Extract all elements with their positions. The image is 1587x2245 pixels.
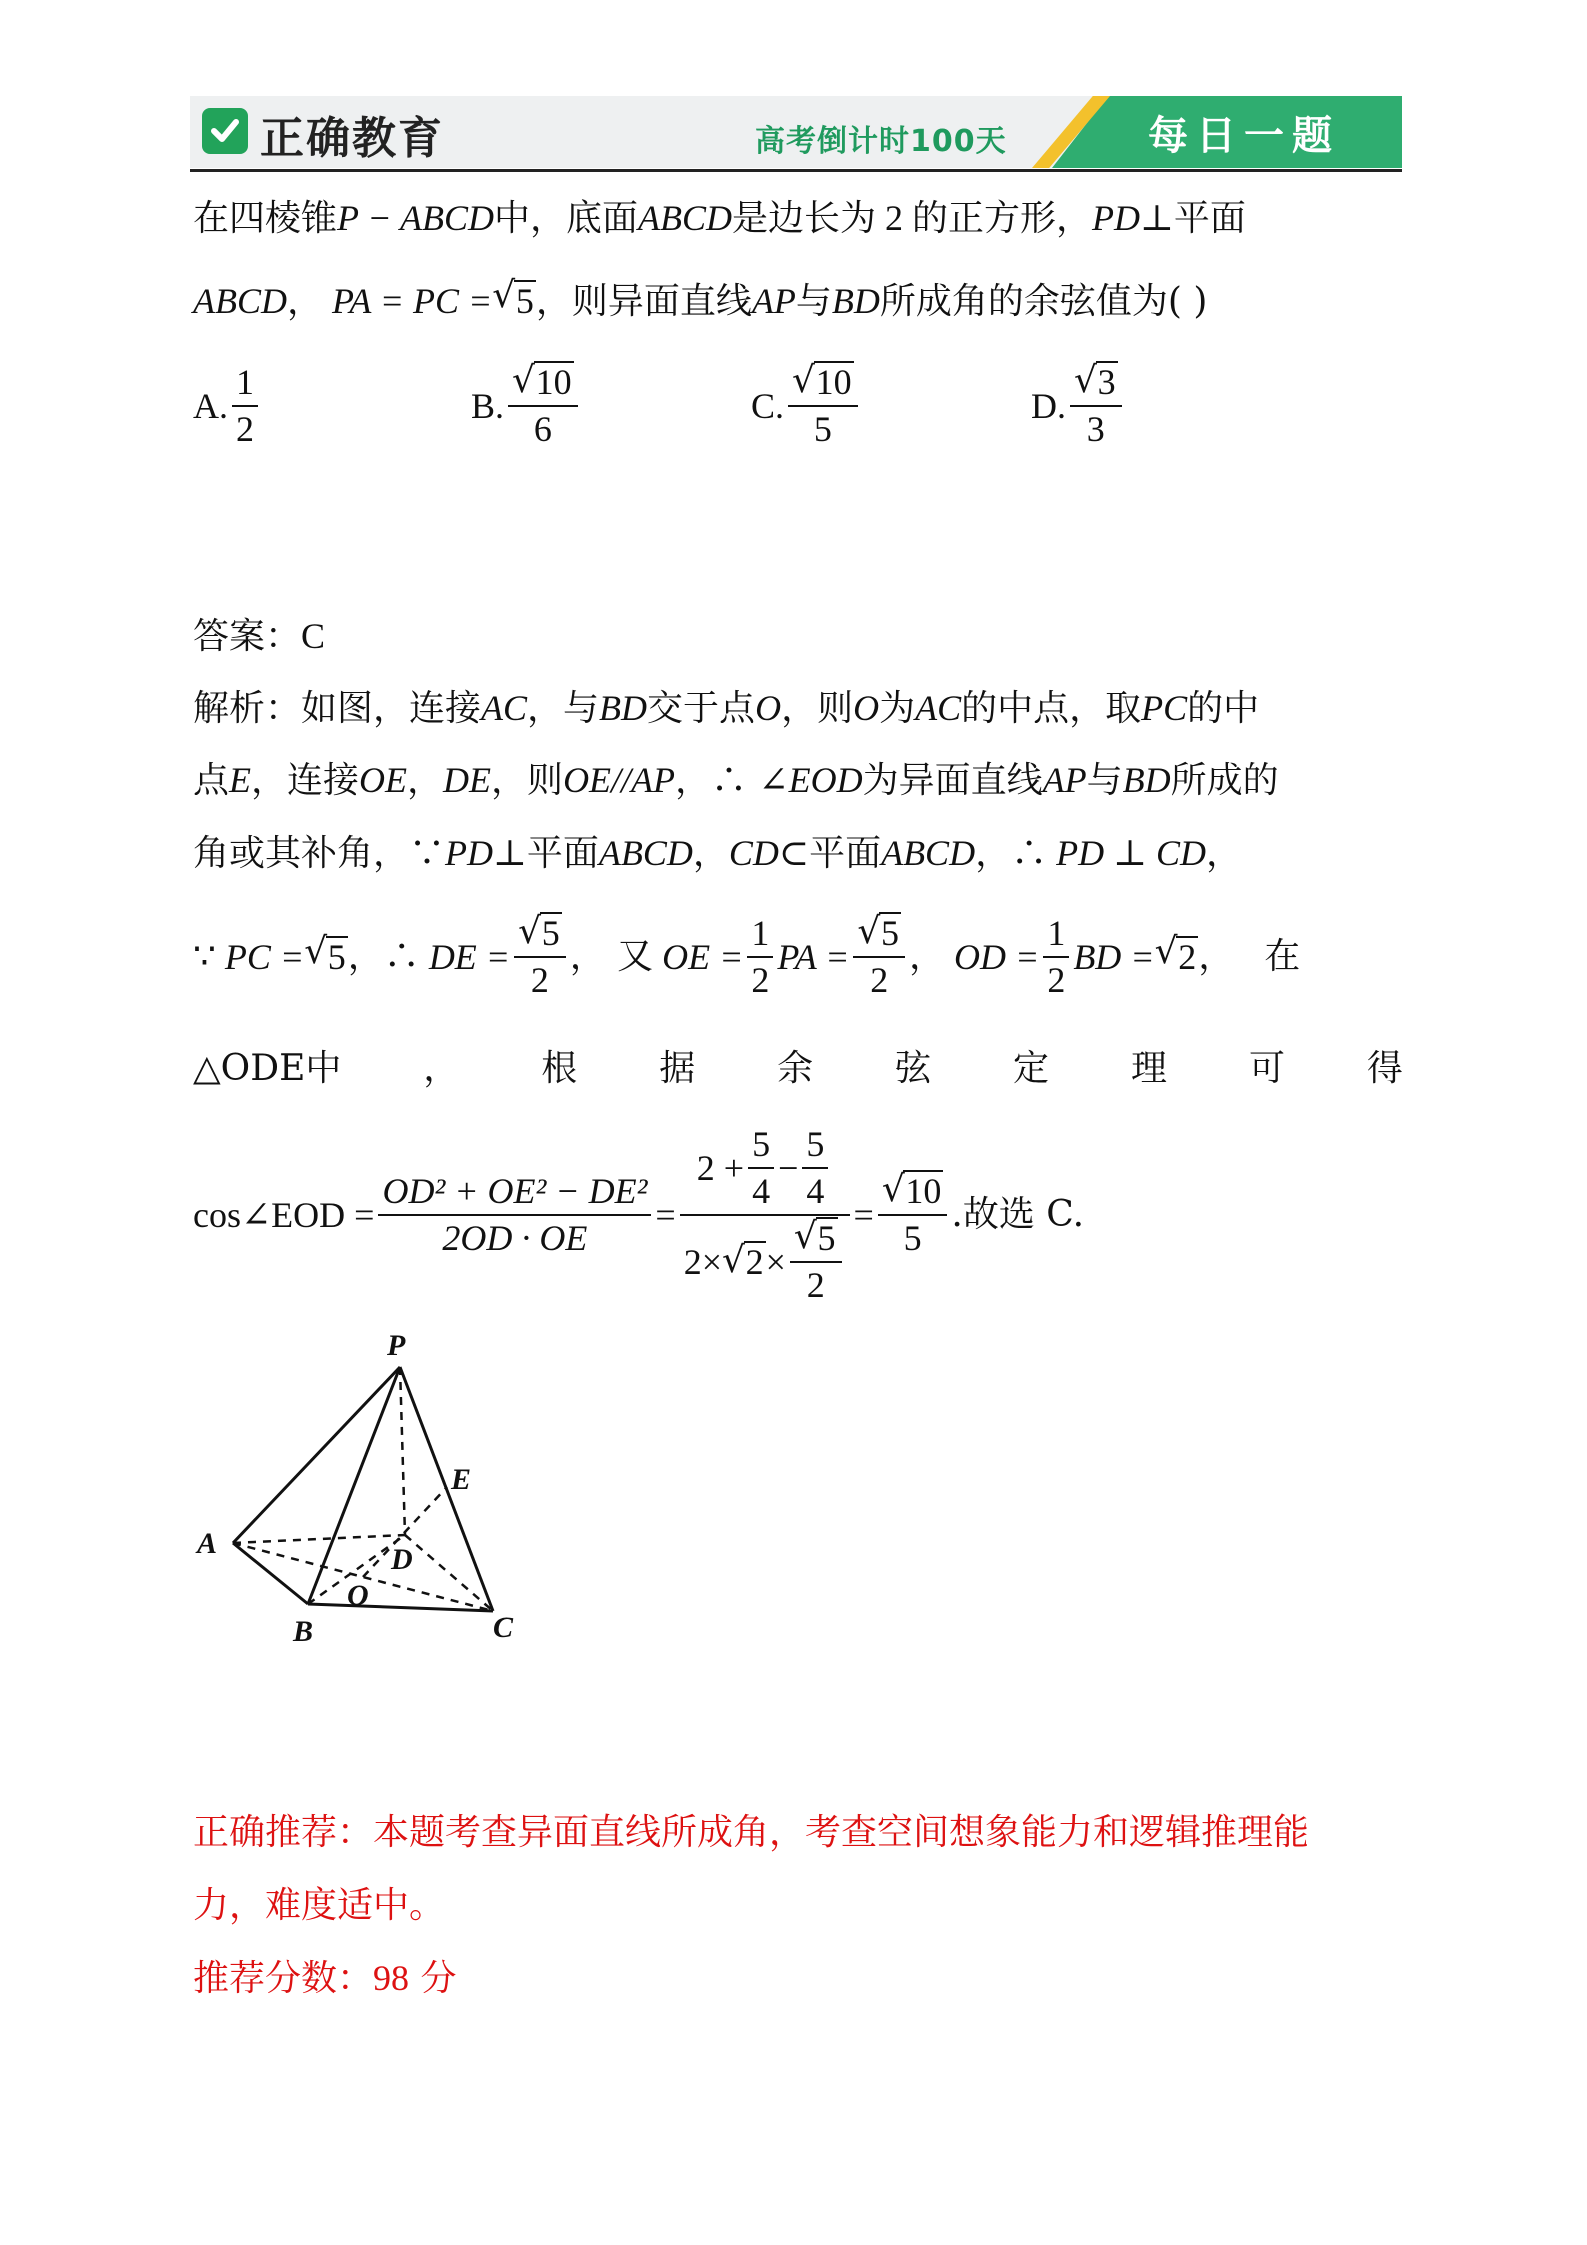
label-b: B (293, 1615, 314, 1648)
label-a: A (197, 1527, 218, 1560)
analysis-line-4: ∵ PC = √ 5 ，∴ DE = √ $\frac{5}{2}$ ， 又 OE = $\frac{1}{2}$ PA = √ $\frac{5}{2}$ ， OD = $\frac{1}{2}$ BD = √ 2 ， 在 (193, 912, 1300, 1002)
question-line-2: ABCD， PA = PC =√ 5，则异面直线AP与BD所成角的余弦值为( ) (193, 280, 1207, 322)
brand-name: 正确教育 (260, 113, 444, 164)
countdown-text: 高考倒计时100天 (755, 124, 1007, 159)
option-a[interactable]: A. $\frac{1}{2}$ (193, 360, 262, 452)
question-line-1: 在四棱锥P − ABCD中，底面ABCD是边长为 2 的正方形，PD⊥平面 (193, 198, 1246, 239)
check-logo-icon (202, 108, 248, 154)
edge-pd (400, 1367, 405, 1535)
edge-ad (233, 1535, 405, 1543)
daily-question-tag: 每日一题 (1148, 113, 1340, 159)
analysis-line-5: △ODE中 ， 根 据 余 弦 定 理 可 得 (193, 1048, 1403, 1089)
label-o: O (347, 1579, 369, 1612)
recommend-score: 推荐分数：98 分 (193, 1958, 457, 1999)
edge-pa (233, 1367, 400, 1543)
label-e: E (451, 1463, 472, 1496)
option-d[interactable]: D. √ $\frac{3}{3}$ (1031, 360, 1126, 452)
analysis-line-2: 点E，连接OE，DE，则OE//AP，∴ ∠EOD为异面直线AP与BD所成的 (193, 760, 1279, 801)
cosine-formula: cos∠EOD = $\frac{\text{OD² + OE² − DE²}}{2OD \cdot OE}$ = 2 + $\frac{5}{4}$ − $\frac{5}{4}$ 2× √ 2 × √ $\frac{5}{2}$ = √ $\frac{10}{5}$ .故选 C. (193, 1110, 1084, 1320)
option-c[interactable]: C. √ $\frac{10}{5}$ (751, 360, 862, 452)
label-d: D (391, 1543, 413, 1576)
edge-ab (233, 1543, 308, 1604)
recommend-line-2: 力，难度适中。 (193, 1885, 446, 1926)
label-p: P (387, 1329, 406, 1362)
header-banner (190, 96, 1402, 168)
edge-bc (308, 1604, 493, 1611)
label-c: C (493, 1611, 514, 1644)
recommend-line-1: 正确推荐：本题考查异面直线所成角，考查空间想象能力和逻辑推理能 (193, 1812, 1310, 1853)
answer-line: 答案：C (193, 616, 326, 657)
options-row (193, 360, 1393, 460)
option-b[interactable]: B. √ $\frac{10}{6}$ (471, 360, 582, 452)
edge-pb (308, 1367, 400, 1604)
pyramid-figure (195, 1325, 535, 1655)
analysis-line-1: 解析：如图，连接AC，与BD交于点O，则O为AC的中点，取PC的中 (193, 688, 1260, 729)
analysis-line-3: 角或其补角，∵PD⊥平面ABCD，CD⊂平面ABCD，∴ PD ⊥ CD， (193, 833, 1242, 874)
